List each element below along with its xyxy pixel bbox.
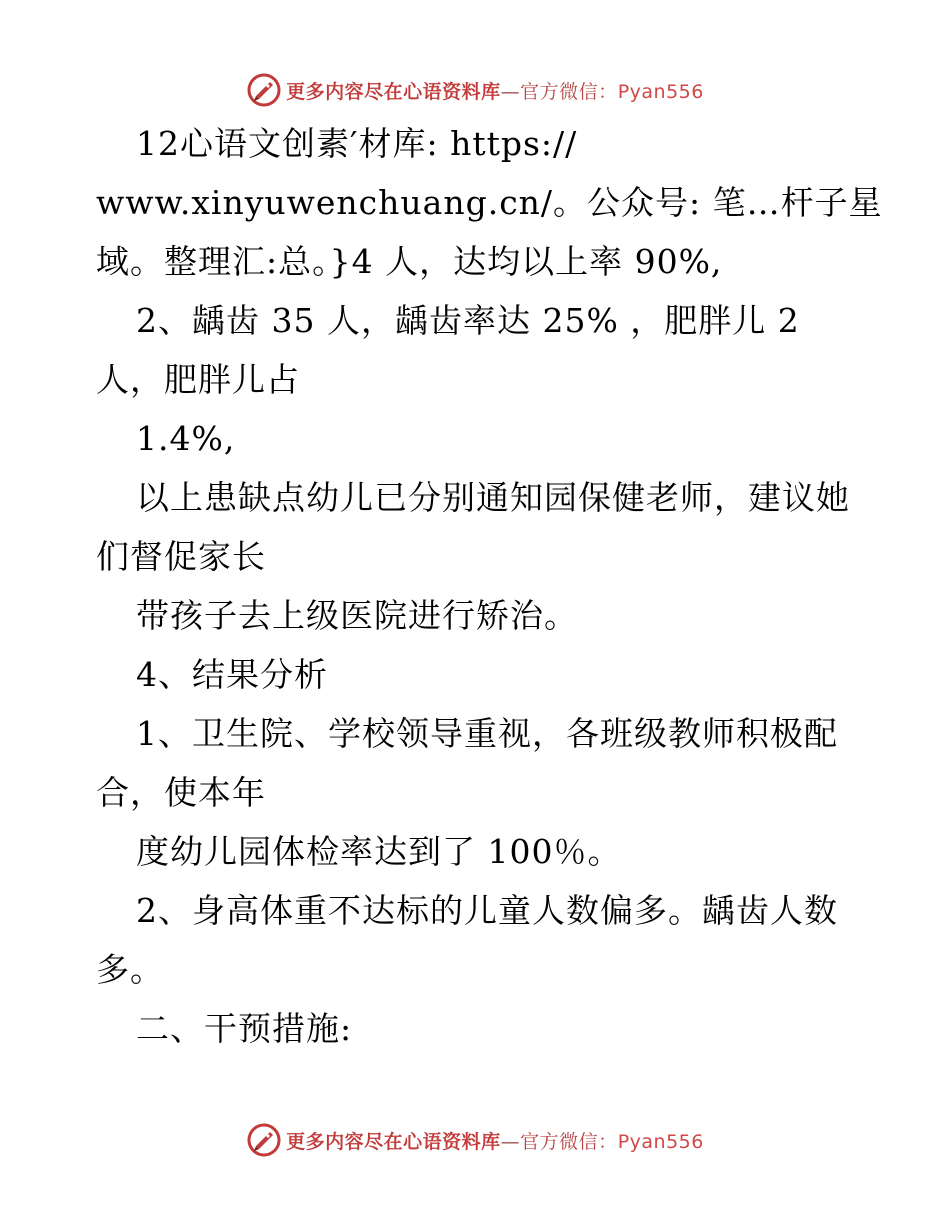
body-line: 1.4%, [136, 419, 236, 458]
banner-text [286, 1127, 704, 1154]
header-banner [0, 70, 950, 110]
pen-nib-logo-icon [246, 72, 282, 108]
body-line: 人，肥胖儿占 [96, 360, 300, 399]
body-line: 们督促家长 [96, 537, 266, 576]
pen-nib-logo-icon [246, 1122, 282, 1158]
body-line: 12心语文创素′材库: https:// [136, 124, 578, 163]
body-line: 多。 [96, 950, 164, 989]
body-line: www.xinyuwenchuang.cn/。公众号: 笔…杆子星 [96, 183, 883, 222]
body-line: 以上患缺点幼儿已分别通知园保健老师，建议她 [136, 478, 850, 517]
wechat-label: 官方微信： [520, 1130, 618, 1153]
wechat-id: Pyan556 [617, 80, 704, 103]
banner-separator: — [500, 1130, 521, 1153]
banner-separator: — [500, 80, 521, 103]
wechat-id: Pyan556 [617, 1130, 704, 1153]
banner-text [286, 77, 704, 104]
section-heading: 4、结果分析 [136, 655, 328, 694]
body-line: 度幼儿园体检率达到了 100％。 [136, 832, 622, 871]
body-line: 1、卫生院、学校领导重视，各班级教师积极配 [136, 714, 838, 753]
footer-banner [0, 1120, 950, 1160]
document-body [96, 122, 883, 1066]
section-heading: 二、干预措施: [136, 1009, 353, 1048]
body-line: 2、身高体重不达标的儿童人数偏多。龋齿人数 [136, 891, 838, 930]
banner-slogan: 更多内容尽在心语资料库 [286, 1130, 501, 1153]
body-line: 域。整理汇:总。}4 人，达均以上率 90%, [96, 242, 723, 281]
wechat-label: 官方微信： [520, 80, 618, 103]
body-line: 2、龋齿 35 人，龋齿率达 25% ，肥胖儿 2 [136, 301, 800, 340]
body-line: 带孩子去上级医院进行矫治。 [136, 596, 578, 635]
banner-slogan: 更多内容尽在心语资料库 [286, 80, 501, 103]
body-line: 合，使本年 [96, 773, 266, 812]
